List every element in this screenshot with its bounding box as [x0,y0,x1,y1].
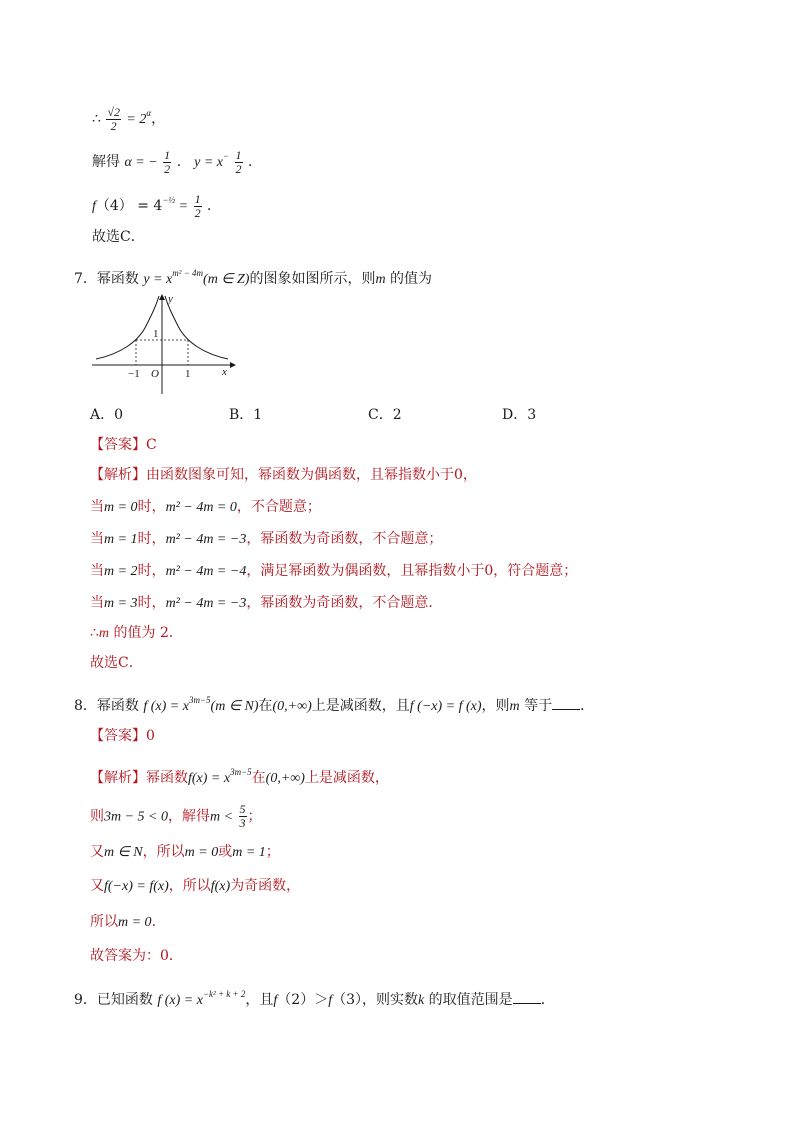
answer-value: 0 [146,728,155,744]
question-number: 7． [74,271,97,287]
q8-analysis-line-5: 所以m = 0． [90,914,166,930]
sqrt2-over-2-fraction: $\frac{√2}{2}$ [107,104,120,133]
x-label: x [222,366,227,378]
option-d[interactable]: D．3 [502,407,537,423]
origin-label: O [151,368,159,380]
q8-analysis-line-4: 又f(−x) = f(x)，所以f(x)为奇函数， [90,878,301,894]
q7-analysis-line-7: 故选C． [90,655,143,671]
left-branch-curve [96,296,159,359]
answer-tag: 【答案】 [90,437,146,453]
q7-analysis-line-2: 当m = 0时，m² − 4m = 0，不合题意； [90,499,321,515]
answer-value: C [146,437,157,453]
question-number: 8． [74,698,97,714]
question-number: 9． [74,992,97,1008]
q7-answer [90,436,157,454]
question-9-stem: 9．已知函数 f $(x) = x^{-k^2 + k + 2}$，且f（2）＞f（3），则实数k 的取值范围是 ． [74,989,555,1008]
right-branch-curve [165,296,228,359]
q8-analysis-line-2: 则3m − 5 < 0，解得m < $\frac{5}{3}$ ； [90,802,262,830]
y-axis-arrow [159,294,165,300]
f4-result-fraction: $\frac{1}{2}$ [194,191,201,220]
q8-answer [90,727,155,745]
option-b[interactable]: B．1 [229,407,263,423]
five-thirds-fraction: $\frac{5}{3}$ [239,802,246,830]
analysis-tag: 【解析】 [90,770,146,786]
y-label: y [168,293,173,305]
prev-line-f4: $f(4) = 4^{-\frac{1}{2}}$ = $\frac{1}{2}$ ． [92,191,222,220]
question-8-stem: 8．幂函数 f $(x) = x^{3m-5}(m$ ∈ N)在(0,+∞)上是减函数，且f (−x) = f (x)，则m 等于 ． [74,695,595,714]
q7-analysis-line-4: 当m = 2时，m² − 4m = −4，满足幂函数为偶函数，且幂指数小于0，符合题意； [90,563,578,579]
x-one-label: 1 [185,368,191,380]
q8-analysis-line-1: 【解析】幂函数$f(x) = x^{3m-5}$在(0,+∞)上是减函数， [90,767,389,786]
q7-analysis-line-5: 当m = 3时，m² − 4m = −3，幂函数为奇函数，不合题意． [90,595,443,611]
q7-analysis-line-3: 当m = 1时，m² − 4m = −3，幂函数为奇函数，不合题意； [90,531,443,547]
power-function-graph [90,292,240,400]
option-c[interactable]: C．2 [368,407,402,423]
x-neg-one-label: −1 [128,368,140,380]
q8-analysis-line-6: 故答案为：0． [90,948,183,964]
q8-analysis-line-3: 又m ∈ N，所以m = 0或m = 1； [90,844,280,860]
one-half-fraction-2: $\frac{1}{2}$ [235,147,242,176]
prev-line-choose: 故选C． [92,229,145,245]
x-axis-arrow [230,362,236,368]
option-a[interactable]: A．0 [90,407,124,423]
answer-blank[interactable] [552,697,580,710]
analysis-tag: 【解析】 [90,467,146,483]
answer-tag: 【答案】 [90,728,146,744]
one-half-fraction: $\frac{1}{2}$ [164,147,171,176]
prev-line-solve-alpha: 解得 α = − $\frac{1}{2}$ ． y = x− $\frac{1}{2}$ ． [92,147,262,176]
q7-analysis-line-1: 【解析】由函数图象可知，幂函数为偶函数，且幂指数小于0， [90,467,477,483]
q7-analysis-line-6: ∴m 的值为 2． [90,625,183,641]
y-one-label: 1 [153,328,159,340]
prev-line-therefore: ∴ $\frac{√2}{2}$ = $2^\alpha$， [92,104,166,133]
therefore-symbol: ∴ [92,111,101,127]
answer-blank[interactable] [513,991,541,1004]
question-7-stem: 7．幂函数 $y = x^{m^2 - 4m}(m$ ∈ Z)的图象如图所示，则m 的值为 [74,268,433,287]
